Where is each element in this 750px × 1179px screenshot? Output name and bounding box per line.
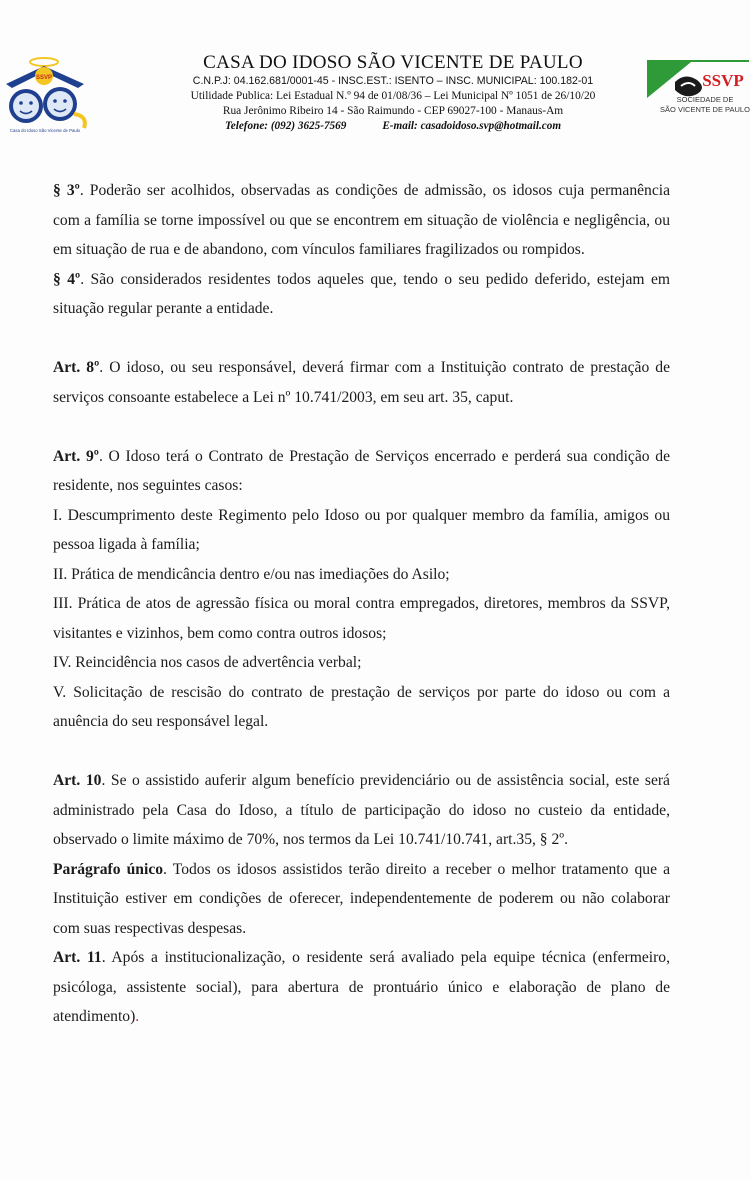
utilidade-publica-line: Utilidade Publica: Lei Estadual N.º 94 de 01/08/36 – Lei Municipal Nº 1051 de 26/10/20 — [190, 90, 596, 102]
right-logo-text: SSVP — [702, 71, 744, 90]
article-11 — [53, 943, 670, 1032]
email: E-mail: casadoidoso.svp@hotmail.com — [382, 120, 562, 132]
paragraph-3 — [53, 176, 670, 265]
article-10 — [53, 766, 670, 855]
letterhead-text — [148, 52, 638, 134]
paragraph-label: Parágrafo único — [53, 860, 164, 878]
article-label: Art. 11 — [53, 949, 102, 966]
paragraph-label: § 4º — [53, 270, 81, 288]
article-text: . O idoso, ou seu responsável, deverá firmar com a Instituição contrato de prestação de serviços consoante estabelece a Lei nº 10.741/2003, em seu art. 35, caput. — [53, 359, 671, 406]
article-label: Art. 10 — [53, 772, 102, 789]
article-text: . O Idoso terá o Contrato de Prestação de Serviços encerrado e perderá sua condição de residente, nos seguintes casos: — [53, 447, 670, 494]
article-end-mark: . — [135, 1008, 140, 1025]
article-text: . Se o assistido auferir algum benefício previdenciário ou de assistência social, este será administrado pela Casa do Idoso, a título de participação do idoso no custeio da entidade, observado o limite máximo de 70%, nos termos da Lei 10.741/10.741, art.35, § 2º. — [53, 772, 670, 848]
article-9 — [53, 442, 670, 501]
ssvp-badge-text: SSVP — [35, 75, 53, 81]
paragraph-text: . São considerados residentes todos aqueles que, tendo o seu pedido deferido, estejam em situação regular perante a entidade. — [53, 270, 671, 317]
paragraph-text: . Todos os idosos assistidos terão direito a receber o melhor tratamento que a Instituição estiver em condições de oferecer, independentemente de poderem ou não colaborar com suas respectivas despesas. — [53, 860, 670, 937]
left-logo-caption: Casa do Idoso São Vicente de Paulo — [9, 128, 81, 133]
article-label: Art. 9º — [53, 447, 99, 465]
document-body — [53, 176, 670, 1032]
list-item: II. Prática de mendicância dentro e/ou nas imediações do Asilo; — [53, 565, 450, 583]
casa-do-idoso-logo — [0, 44, 98, 144]
right-logo-caption-2: SÃO VICENTE DE PAULO — [660, 105, 750, 114]
institution-title: CASA DO IDOSO SÃO VICENTE DE PAULO — [203, 52, 583, 73]
paragrafo-unico — [53, 855, 670, 944]
cnpj-line: C.N.P.J: 04.162.681/0001-45 - INSC.EST.: ISENTO – INSC. MUNICIPAL: 100.182-01 — [192, 75, 594, 87]
address-line: Rua Jerônimo Ribeiro 14 - São Raimundo - CEP 69027-100 - Manaus-Am — [222, 105, 564, 117]
list-item: V. Solicitação de rescisão do contrato de prestação de serviços por parte do idoso ou com a anuência do seu responsável legal. — [53, 683, 670, 730]
contact-line — [148, 119, 638, 134]
phone: Telefone: (092) 3625-7569 — [224, 120, 347, 132]
list-item: III. Prática de atos de agressão física ou moral contra empregados, diretores, membros da SSVP, visitantes e vizinhos, bem como contra outros idosos; — [53, 595, 670, 642]
list-item: IV. Reincidência nos casos de advertência verbal; — [53, 654, 362, 671]
article-label: Art. 8º — [53, 359, 100, 376]
paragraph-4 — [53, 265, 670, 324]
paragraph-label: § 3º — [53, 182, 80, 199]
article-text: . Após a institucionalização, o residente será avaliado pela equipe técnica (enfermeiro, psicóloga, assistente social), para abertura de prontuário único e elaboração de plano de atendimento) — [53, 949, 671, 1025]
letterhead — [0, 0, 750, 150]
ssvp-logo — [645, 58, 750, 124]
paragraph-text: . Poderão ser acolhidos, observadas as condições de admissão, os idosos cuja permanência com a família se torne impossível ou que se encontrem em situação de violência e negligência, ou em situação de rua e de abandono, com vínculos familiares fragilizados ou rompidos. — [53, 182, 671, 258]
list-item: I. Descumprimento deste Regimento pelo Idoso ou por qualquer membro da família, amigos ou pessoa ligada à família; — [53, 506, 670, 553]
right-logo-caption-1: SOCIEDADE DE — [676, 95, 734, 104]
article-8 — [53, 353, 670, 412]
